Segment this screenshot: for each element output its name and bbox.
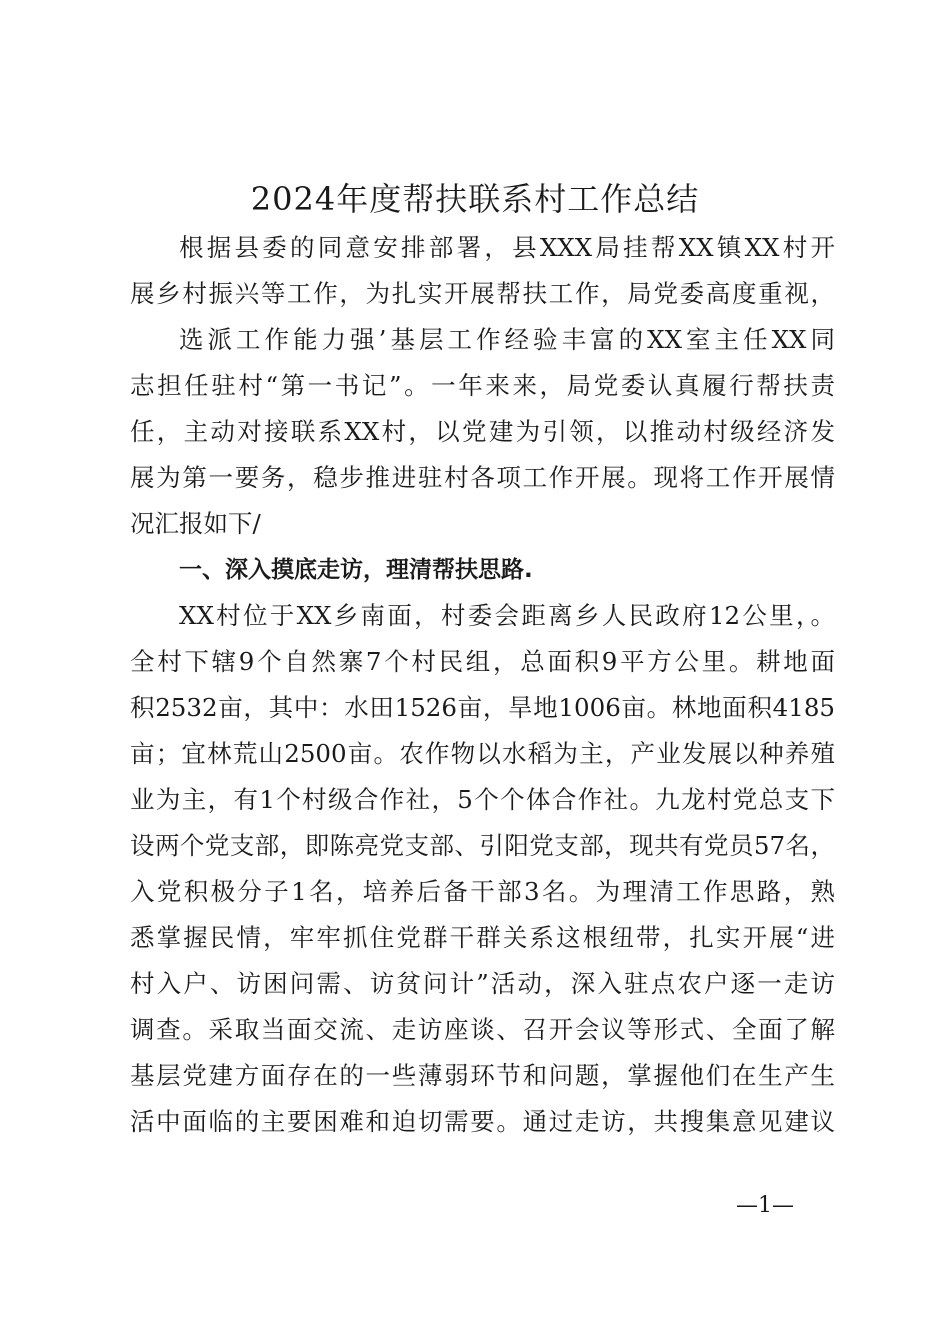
paragraph-line: 入党积极分子1名，培养后备干部3名。为理清工作思路，熟 [130,877,835,906]
paragraph-line: 设两个党支部，即陈亮党支部、引阳党支部，现共有党员57名， [130,831,835,860]
paragraph-line: 任，主动对接联系XX村，以党建为引领，以推动村级经济发 [130,417,835,446]
paragraph-line: 调查。采取当面交流、走访座谈、召开会议等形式、全面了解 [130,1015,835,1044]
section-heading: 一、深入摸底走访，理清帮扶思路. [179,557,533,583]
paragraph-line: 展为第一要务，稳步推进驻村各项工作开展。现将工作开展情 [130,463,835,492]
paragraph-line: 亩；宜林荒山2500亩。农作物以水稻为主，产业发展以种养殖 [130,739,835,768]
paragraph-line: XX村位于XX乡南面，村委会距离乡人民政府12公里，。 [179,601,835,630]
document-body [130,225,835,1145]
paragraph-line: 悉掌握民情，牢牢抓住党群干群关系这根纽带，扎实开展“进 [130,923,835,952]
paragraph-line: 况汇报如下/ [130,509,261,538]
paragraph-line: 志担任驻村“第一书记”。一年来来，局党委认真履行帮扶责 [130,371,835,400]
paragraph-line: 选派工作能力强’基层工作经验丰富的XX室主任XX同 [179,325,835,354]
paragraph-line: 业为主，有1个村级合作社，5个个体合作社。九龙村党总支下 [130,785,835,814]
paragraph-line: 全村下辖9个自然寨7个村民组，总面积9平方公里。耕地面 [130,647,835,676]
page-number: —1— [736,1193,794,1218]
paragraph-line: 根据县委的同意安排部署，县XXX局挂帮XX镇XX村开 [179,233,835,262]
paragraph-line: 展乡村振兴等工作，为扎实开展帮扶工作，局党委高度重视， [130,279,835,308]
paragraph-line: 村入户、访困问需、访贫问计”活动，深入驻点农户逐一走访 [130,969,835,998]
paragraph-line: 积2532亩，其中：水田1526亩，旱地1006亩。林地面积4185 [130,693,835,722]
document-title: 2024年度帮扶联系村工作总结 [250,180,700,218]
paragraph-line: 活中面临的主要困难和迫切需要。通过走访，共搜集意见建议 [130,1107,835,1136]
paragraph-line: 基层党建方面存在的一些薄弱环节和问题，掌握他们在生产生 [130,1061,835,1090]
